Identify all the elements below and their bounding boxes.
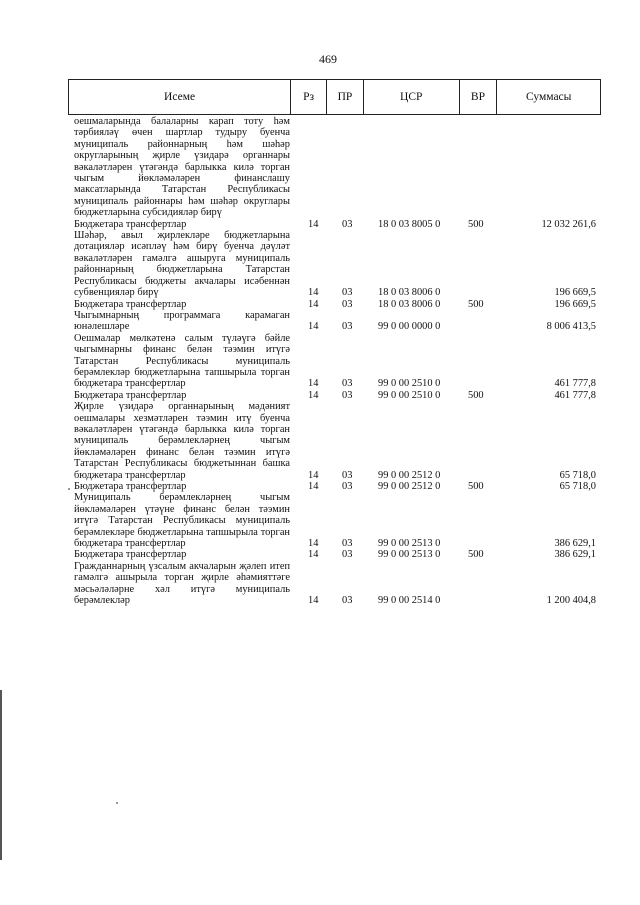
row-sum: 65 718,0 [559,469,596,481]
table-row [74,561,604,607]
row-pr: 03 [342,378,353,390]
row-name: Чыгымнарның программага карамаган юнәлешләре [74,309,290,333]
row-name: Бюджетара трансфертлар [74,218,187,230]
table-body [74,116,604,606]
row-sum: 461 777,8 [554,389,596,401]
table-row [74,481,604,492]
row-name: Бюджетара трансфертлар [74,481,187,492]
table-header [68,79,601,115]
column-header-sum: Суммасы [525,91,572,103]
row-pr: 03 [342,469,353,481]
row-vr: 500 [468,298,484,310]
row-name: Шәһәр, авыл җирлекләре бюджетларына дотацияләр исәпләү һәм бирү буенча дәүләт вәкаләтләрен гамәлгә ашыруга муниципаль районнарның бюджетларына Татарстан Республикасы бюджеты акчалары исәбеннән субвенцияләр бирү [74,230,290,299]
row-name: Җирле үзидарә органнарының мәдәният оешмалары хезмәтләрен тәэмин итү буенча вәкаләтләрен үтәгәндә барлыкка килә торган муниципаль берәмлекләрнең чыгым йөкләмәләрен финанс белән тәэмин итүгә Татарстан Республикасы бюджетыннан башка бюджетара трансфертлар [74,401,290,481]
table-row [74,549,604,560]
column-header-name: Исеме [69,80,291,114]
row-pr: 03 [342,389,353,401]
row-pr: 03 [342,481,353,492]
scan-speck [116,802,118,804]
row-sum: 196 669,5 [554,298,596,310]
row-pr: 03 [342,287,353,299]
row-name: Гражданнарның үзсалым акчаларын җәлеп итеп гамәлгә ашырыла торган җирле әһәмияттәге мәсьәләләрне хәл итүгә муниципаль берәмлекләр [74,560,290,607]
row-rz: 14 [308,287,319,299]
row-pr: 03 [342,218,353,230]
column-header-pr: ПР [327,80,364,114]
row-rz: 14 [308,469,319,481]
page-number: 469 [319,52,337,66]
row-name: Бюджетара трансфертлар [74,298,187,310]
scan-speck [68,488,70,490]
row-vr: 500 [468,481,484,492]
table-row [74,116,604,219]
row-sum: 461 777,8 [554,378,596,390]
table-row [74,310,604,333]
row-csr: 99 0 00 2510 0 [378,389,441,401]
row-sum: 386 629,1 [554,549,596,561]
scan-edge-line [0,690,2,860]
column-header-vr: ВР [460,80,498,114]
row-rz: 14 [308,549,319,561]
row-csr: 18 0 03 8006 0 [378,298,441,310]
row-pr: 03 [342,321,353,333]
table-row [74,333,604,390]
row-rz: 14 [308,481,319,492]
row-vr: 500 [468,549,484,561]
row-vr: 500 [468,389,484,401]
row-name: Бюджетара трансфертлар [74,549,187,561]
column-header-csr: ЦСР [364,80,460,114]
row-csr: 18 0 03 8005 0 [378,218,441,230]
row-name: оешмаларында балаларны карап тоту һәм тәрбияләү өчен шартлар тудыру буенча муниципаль районнарның һәм шәһәр округларының җирле үзидарә органнары вәкаләтләрен үтәгәндә барлыкка килә торган чыгым йөкләмәләрен финанслашу максатларында Татарстан Республикасы муниципаль районнары һәм шәһәр округлары бюджетларына субсидияләр бирү [74,116,290,219]
column-header-rz: Рз [291,80,327,114]
row-csr: 99 0 00 0000 0 [378,321,441,333]
table-row [74,492,604,549]
row-sum: 196 669,5 [554,287,596,299]
row-rz: 14 [308,538,319,550]
row-name: Оешмалар мөлкәтенә салым түләүгә бәйле чыгымнарны финанс белән тәэмин итүгә Татарстан Республикасы муниципаль берәмлекләр бюджетларына тапшырыла торган бюджетара трансфертлар [74,332,290,390]
row-csr: 99 0 00 2512 0 [378,481,441,492]
row-sum: 65 718,0 [559,481,596,492]
row-csr: 99 0 00 2514 0 [378,595,441,607]
table-row [74,230,604,298]
row-csr: 99 0 00 2512 0 [378,469,441,481]
row-rz: 14 [308,389,319,401]
table-row [74,390,604,401]
row-pr: 03 [342,538,353,550]
row-rz: 14 [308,218,319,230]
row-pr: 03 [342,595,353,607]
row-rz: 14 [308,321,319,333]
row-rz: 14 [308,378,319,390]
row-vr: 500 [468,218,484,230]
row-csr: 99 0 00 2510 0 [378,378,441,390]
table-row [74,299,604,310]
row-rz: 14 [308,298,319,310]
row-rz: 14 [308,595,319,607]
row-sum: 12 032 261,6 [541,218,596,230]
row-csr: 18 0 03 8006 0 [378,287,441,299]
table-row [74,401,604,481]
row-name: Муниципаль берәмлекләрнең чыгым йөкләмәләрен үтәүне финанс белән тәэмин итүгә Татарстан Республикасы муниципаль берәмлекләре бюджетларына тапшырыла торган бюджетара трансфертлар [74,492,290,550]
table-row [74,219,604,230]
row-csr: 99 0 00 2513 0 [378,549,441,561]
row-csr: 99 0 00 2513 0 [378,538,441,550]
row-sum: 386 629,1 [554,538,596,550]
row-pr: 03 [342,298,353,310]
row-sum: 1 200 404,8 [546,595,596,607]
row-pr: 03 [342,549,353,561]
row-name: Бюджетара трансфертлар [74,389,187,401]
row-sum: 8 006 413,5 [546,321,596,333]
